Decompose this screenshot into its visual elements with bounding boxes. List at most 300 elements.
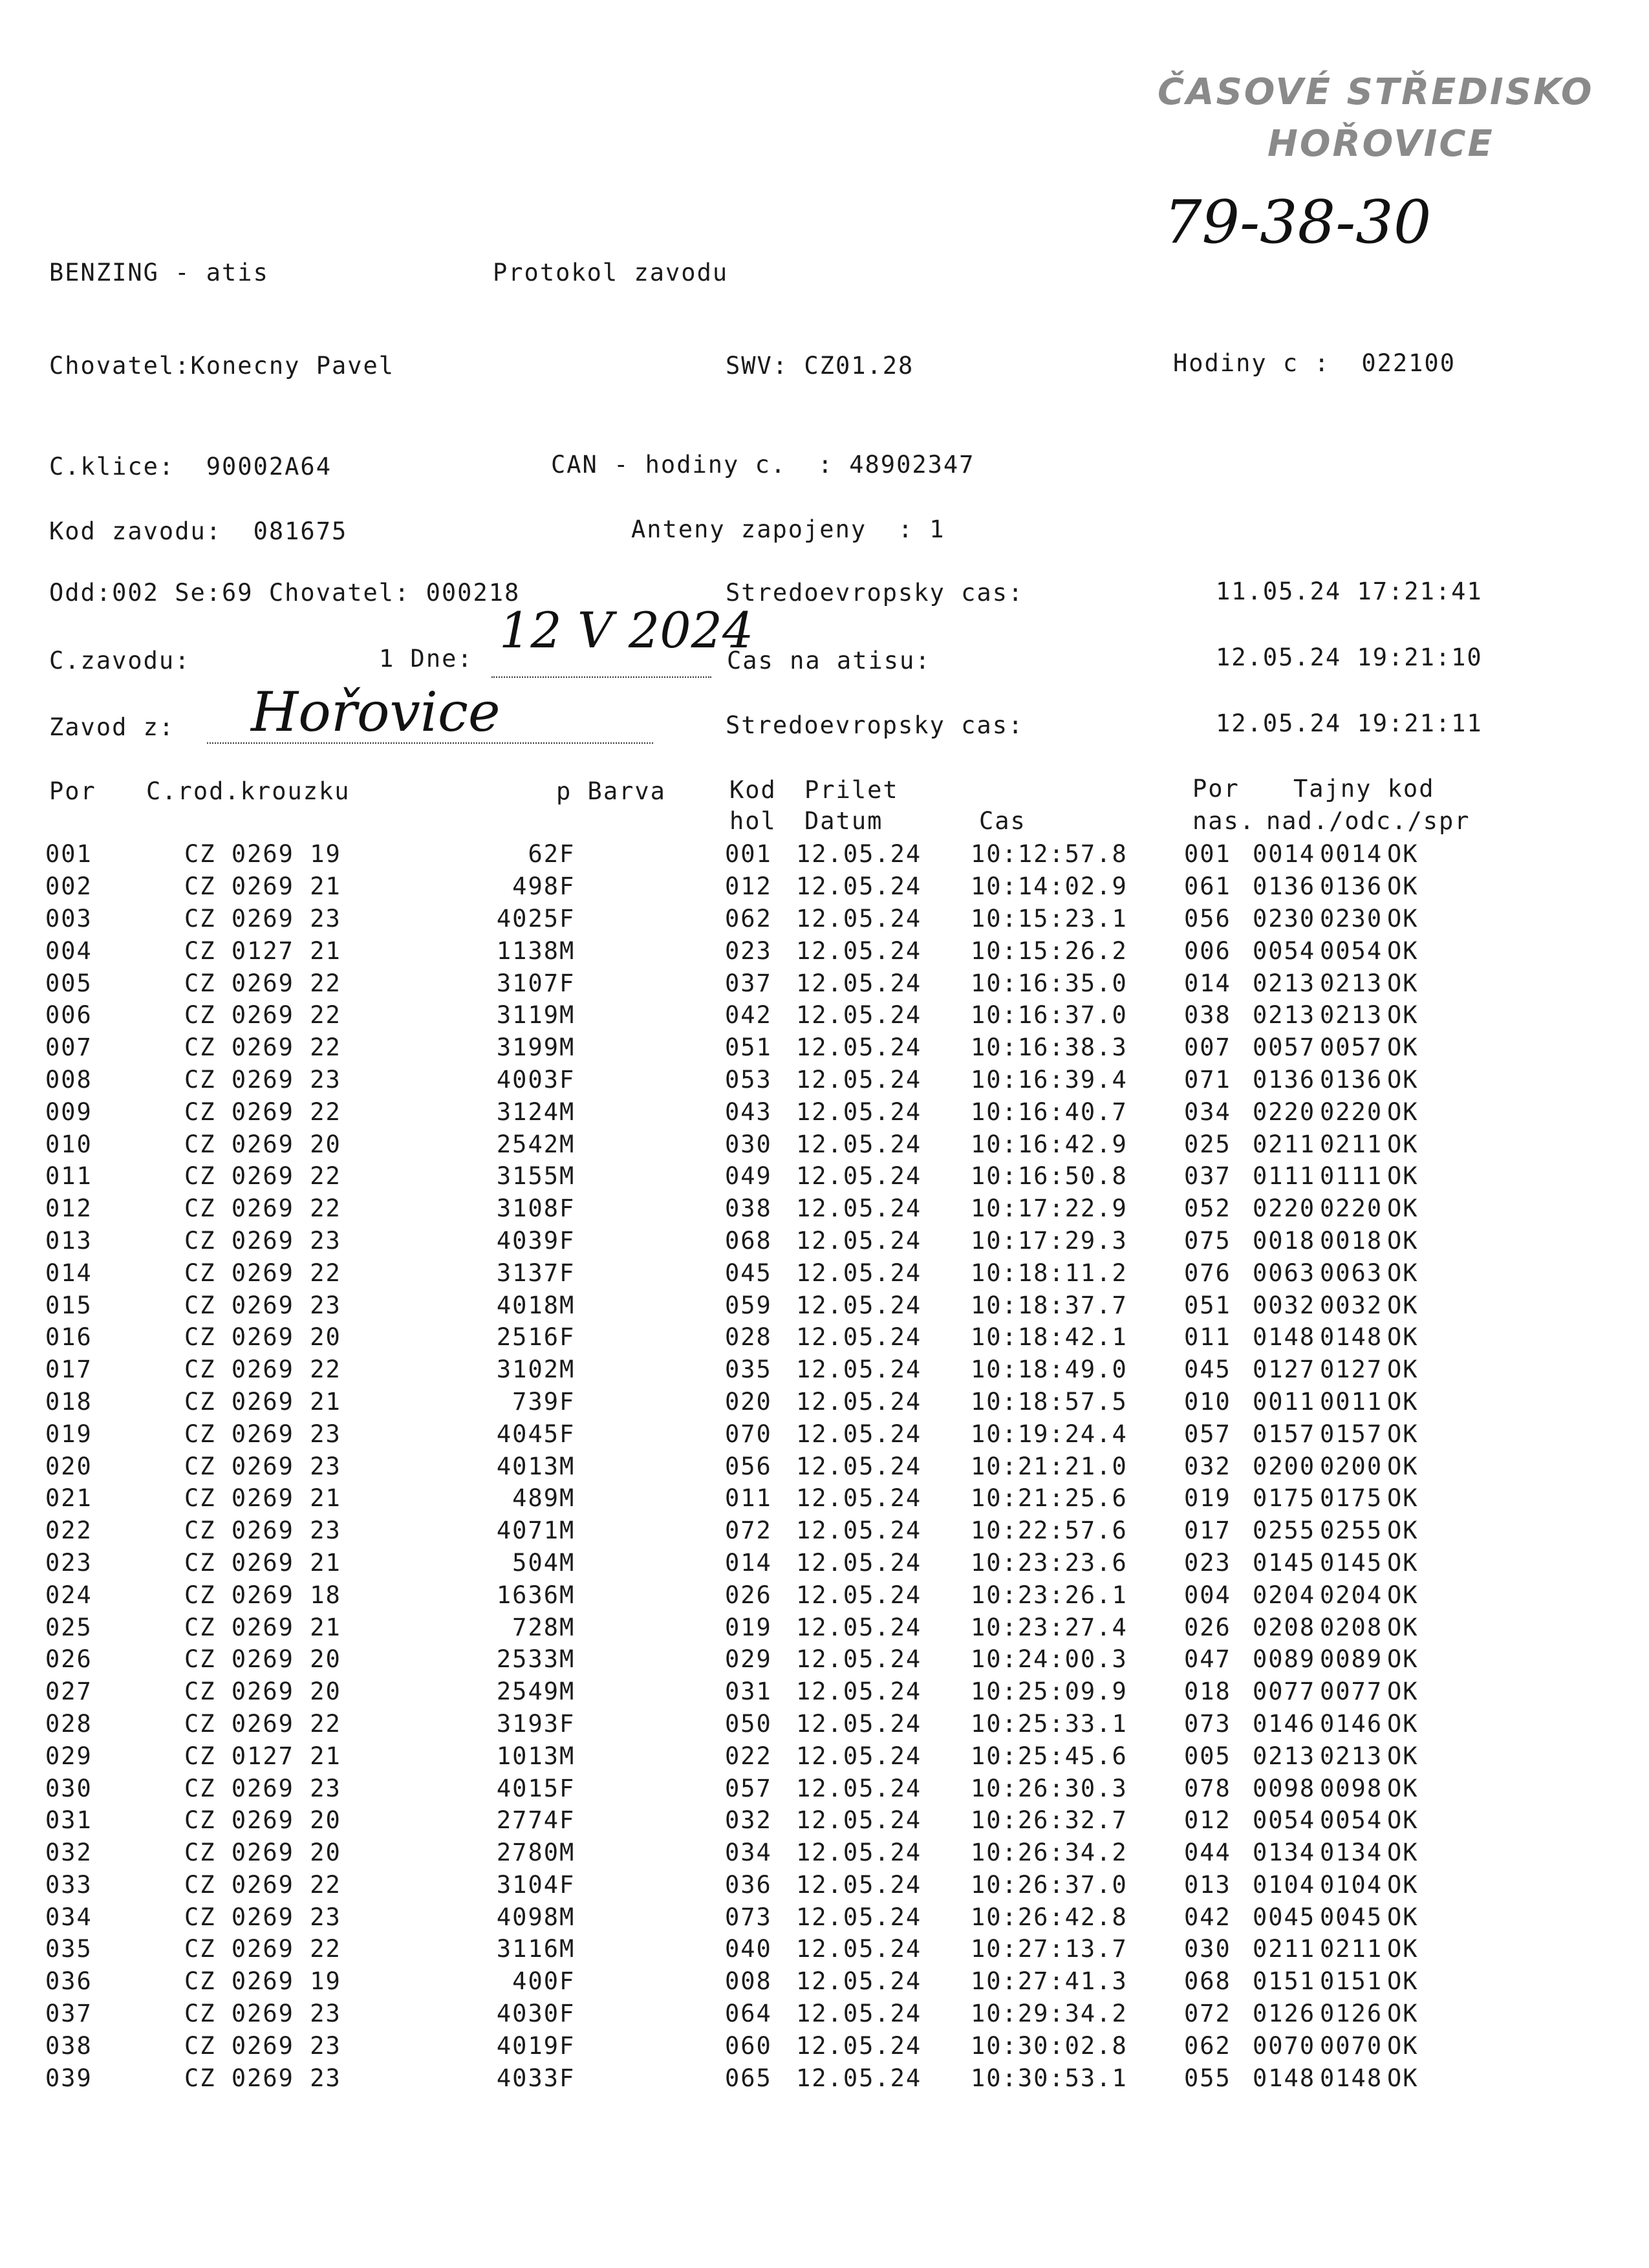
row-secret-code-1: 0077 [1253, 1678, 1316, 1706]
row-sex: M [559, 1001, 576, 1030]
row-clock-code: 045 [725, 1258, 772, 1287]
table-row [45, 1128, 1439, 1160]
row-arrival-date: 12.05.24 [796, 1967, 922, 1996]
row-arrival-date: 12.05.24 [796, 1258, 922, 1287]
row-basket-position: 018 [1184, 1678, 1231, 1706]
row-basket-position: 052 [1184, 1194, 1231, 1223]
row-secret-code-2: 0134 [1320, 1839, 1383, 1867]
row-arrival-date: 12.05.24 [796, 1355, 922, 1384]
row-sex: F [559, 2031, 576, 2060]
row-basket-position: 062 [1184, 2031, 1231, 2060]
row-arrival-time: 10:25:45.6 [971, 1742, 1128, 1770]
row-basket-position: 026 [1184, 1613, 1231, 1641]
row-sex: M [559, 1935, 576, 1963]
row-position: 016 [45, 1323, 92, 1352]
row-ring-serial: 1013 [496, 1742, 559, 1770]
row-position: 012 [45, 1194, 92, 1223]
row-position: 020 [45, 1452, 92, 1480]
row-arrival-date: 12.05.24 [796, 840, 922, 869]
row-ring-number: CZ 0269 22 [184, 1097, 341, 1126]
table-row [45, 1450, 1439, 1482]
row-clock-code: 038 [725, 1194, 772, 1223]
row-arrival-date: 12.05.24 [796, 1097, 922, 1126]
row-sex: M [559, 1678, 576, 1706]
table-row [45, 1064, 1439, 1096]
row-secret-code-1: 0211 [1253, 1130, 1316, 1158]
row-ring-number: CZ 0269 22 [184, 1258, 341, 1287]
row-secret-code-1: 0211 [1253, 1935, 1316, 1963]
row-sex: F [559, 1387, 576, 1416]
row-ring-serial: 1138 [496, 936, 559, 965]
row-status: OK [1387, 1258, 1419, 1287]
row-secret-code-2: 0148 [1320, 2064, 1383, 2092]
row-ring-serial: 489 [512, 1484, 559, 1513]
row-secret-code-2: 0126 [1320, 2000, 1383, 2028]
row-ring-serial: 4019 [496, 2031, 559, 2060]
table-row [45, 1547, 1439, 1579]
row-ring-serial: 2542 [496, 1130, 559, 1158]
row-status: OK [1387, 1903, 1419, 1931]
row-arrival-time: 10:12:57.8 [971, 840, 1128, 869]
race-code-row [49, 517, 347, 545]
row-ring-number: CZ 0269 22 [184, 1194, 341, 1223]
col-kod: Kod [729, 776, 777, 804]
row-arrival-date: 12.05.24 [796, 1001, 922, 1030]
row-sex: M [559, 1613, 576, 1641]
row-ring-serial: 4045 [496, 1420, 559, 1448]
row-status: OK [1387, 1678, 1419, 1706]
row-position: 037 [45, 2000, 92, 2028]
table-row [45, 1418, 1439, 1450]
row-secret-code-2: 0054 [1320, 936, 1383, 965]
row-basket-position: 037 [1184, 1162, 1231, 1191]
row-secret-code-1: 0208 [1253, 1613, 1316, 1641]
col-nas: nas. [1192, 807, 1256, 835]
row-position: 028 [45, 1709, 92, 1738]
breeder-label: Chovatel: [49, 352, 191, 380]
row-secret-code-2: 0204 [1320, 1581, 1383, 1609]
row-ring-serial: 4025 [496, 904, 559, 933]
row-ring-number: CZ 0269 22 [184, 969, 341, 997]
row-arrival-time: 10:15:26.2 [971, 936, 1128, 965]
row-arrival-time: 10:26:42.8 [971, 1903, 1128, 1931]
row-basket-position: 038 [1184, 1001, 1231, 1030]
table-row [45, 1837, 1439, 1869]
row-sex: M [559, 936, 576, 965]
col-por: Por [49, 777, 96, 805]
swv-value: CZ01.28 [804, 352, 914, 380]
table-row [45, 1225, 1439, 1257]
table-row [45, 1193, 1439, 1225]
table-row [45, 1289, 1439, 1321]
row-clock-code: 053 [725, 1065, 772, 1094]
row-secret-code-1: 0045 [1253, 1903, 1316, 1931]
row-secret-code-2: 0136 [1320, 872, 1383, 901]
table-row [45, 870, 1439, 903]
row-status: OK [1387, 1774, 1419, 1802]
table-row [45, 1354, 1439, 1386]
row-ring-number: CZ 0269 23 [184, 1420, 341, 1448]
row-basket-position: 032 [1184, 1452, 1231, 1480]
stamp-line-2: HOŘOVICE [1267, 123, 1494, 165]
row-secret-code-2: 0111 [1320, 1162, 1383, 1191]
row-arrival-date: 12.05.24 [796, 1903, 922, 1931]
row-arrival-time: 10:25:33.1 [971, 1709, 1128, 1738]
row-sex: F [559, 1226, 576, 1255]
clock-value: 022100 [1361, 349, 1456, 377]
row-arrival-date: 12.05.24 [796, 1839, 922, 1867]
row-ring-number: CZ 0269 21 [184, 872, 341, 901]
row-clock-code: 043 [725, 1097, 772, 1126]
row-status: OK [1387, 1452, 1419, 1480]
row-basket-position: 034 [1184, 1097, 1231, 1126]
row-position: 002 [45, 872, 92, 901]
col-nad-odc-spr: nad./odc./spr [1266, 807, 1471, 835]
row-arrival-time: 10:16:37.0 [971, 1001, 1128, 1030]
row-clock-code: 060 [725, 2031, 772, 2060]
cet-label-1: Stredoevropsky cas: [726, 579, 1024, 607]
row-ring-number: CZ 0269 22 [184, 1001, 341, 1030]
row-ring-serial: 728 [512, 1613, 559, 1641]
row-basket-position: 045 [1184, 1355, 1231, 1384]
row-ring-serial: 3137 [496, 1258, 559, 1287]
row-ring-serial: 4003 [496, 1065, 559, 1094]
handwritten-date: 12 V 2024 [499, 601, 754, 659]
row-secret-code-1: 0175 [1253, 1484, 1316, 1513]
row-ring-serial: 739 [512, 1387, 559, 1416]
row-arrival-date: 12.05.24 [796, 1323, 922, 1352]
row-status: OK [1387, 904, 1419, 933]
row-arrival-time: 10:16:38.3 [971, 1033, 1128, 1062]
row-arrival-time: 10:14:02.9 [971, 872, 1128, 901]
row-ring-serial: 3102 [496, 1355, 559, 1384]
row-secret-code-2: 0145 [1320, 1548, 1383, 1577]
row-sex: F [559, 1323, 576, 1352]
table-row [45, 903, 1439, 935]
row-secret-code-2: 0136 [1320, 1065, 1383, 1094]
row-basket-position: 047 [1184, 1645, 1231, 1674]
table-row [45, 2029, 1439, 2062]
row-sex: M [559, 1130, 576, 1158]
row-clock-code: 042 [725, 1001, 772, 1030]
row-ring-serial: 3124 [496, 1097, 559, 1126]
row-ring-number: CZ 0269 18 [184, 1581, 341, 1609]
row-ring-serial: 2549 [496, 1678, 559, 1706]
row-sex: M [559, 1517, 576, 1545]
col-sex-color: p Barva [556, 777, 666, 805]
row-ring-serial: 1636 [496, 1581, 559, 1609]
row-sex: M [559, 1452, 576, 1480]
row-secret-code-2: 0089 [1320, 1645, 1383, 1674]
row-sex: F [559, 969, 576, 997]
row-status: OK [1387, 1065, 1419, 1094]
row-arrival-time: 10:16:50.8 [971, 1162, 1128, 1191]
row-status: OK [1387, 1935, 1419, 1963]
row-ring-number: CZ 0269 20 [184, 1839, 341, 1867]
row-secret-code-2: 0054 [1320, 1806, 1383, 1835]
row-clock-code: 030 [725, 1130, 772, 1158]
row-arrival-date: 12.05.24 [796, 1678, 922, 1706]
row-arrival-time: 10:22:57.6 [971, 1517, 1128, 1545]
row-arrival-time: 10:30:02.8 [971, 2031, 1128, 2060]
row-ring-serial: 4030 [496, 2000, 559, 2028]
row-secret-code-1: 0098 [1253, 1774, 1316, 1802]
can-label: CAN - hodiny c. [551, 451, 787, 479]
row-secret-code-2: 0255 [1320, 1517, 1383, 1545]
row-clock-code: 051 [725, 1033, 772, 1062]
row-secret-code-1: 0070 [1253, 2031, 1316, 2060]
row-ring-number: CZ 0269 19 [184, 840, 341, 869]
row-status: OK [1387, 1645, 1419, 1674]
row-sex: M [559, 1484, 576, 1513]
antennas-value: : 1 [898, 515, 945, 543]
row-sex: F [559, 1806, 576, 1835]
row-secret-code-1: 0063 [1253, 1258, 1316, 1287]
row-clock-code: 019 [725, 1613, 772, 1641]
row-position: 006 [45, 1001, 92, 1030]
row-status: OK [1387, 1484, 1419, 1513]
row-ring-number: CZ 0269 22 [184, 1355, 341, 1384]
row-clock-code: 020 [725, 1387, 772, 1416]
swv-row [726, 352, 914, 380]
row-basket-position: 007 [1184, 1033, 1231, 1062]
handwritten-code: 79-38-30 [1164, 188, 1432, 257]
row-secret-code-1: 0032 [1253, 1291, 1316, 1319]
row-clock-code: 036 [725, 1870, 772, 1899]
can-row [551, 451, 975, 479]
row-ring-serial: 2774 [496, 1806, 559, 1835]
row-basket-position: 023 [1184, 1548, 1231, 1577]
row-secret-code-2: 0148 [1320, 1323, 1383, 1352]
antennas-label: Anteny zapojeny [631, 515, 867, 543]
row-ring-serial: 4039 [496, 1226, 559, 1255]
row-ring-serial: 504 [512, 1548, 559, 1577]
row-status: OK [1387, 1806, 1419, 1835]
row-basket-position: 005 [1184, 1742, 1231, 1770]
row-secret-code-1: 0230 [1253, 904, 1316, 933]
row-basket-position: 068 [1184, 1967, 1231, 1996]
col-hol: hol [729, 807, 777, 835]
row-arrival-date: 12.05.24 [796, 1226, 922, 1255]
row-secret-code-2: 0151 [1320, 1967, 1383, 1996]
row-secret-code-2: 0032 [1320, 1291, 1383, 1319]
row-status: OK [1387, 840, 1419, 869]
row-sex: M [559, 1742, 576, 1770]
row-arrival-time: 10:21:25.6 [971, 1484, 1128, 1513]
row-status: OK [1387, 1194, 1419, 1223]
row-position: 029 [45, 1742, 92, 1770]
col-prilet: Prilet [804, 776, 899, 804]
row-sex: F [559, 872, 576, 901]
row-arrival-time: 10:26:32.7 [971, 1806, 1128, 1835]
row-status: OK [1387, 1742, 1419, 1770]
row-ring-serial: 4013 [496, 1452, 559, 1480]
row-sex: F [559, 1967, 576, 1996]
row-secret-code-2: 0213 [1320, 969, 1383, 997]
row-ring-number: CZ 0269 23 [184, 1065, 341, 1094]
row-sex: F [559, 1774, 576, 1802]
row-position: 023 [45, 1548, 92, 1577]
row-ring-number: CZ 0269 20 [184, 1130, 341, 1158]
row-ring-number: CZ 0269 22 [184, 1033, 341, 1062]
row-arrival-date: 12.05.24 [796, 1291, 922, 1319]
row-ring-serial: 3108 [496, 1194, 559, 1223]
row-basket-position: 044 [1184, 1839, 1231, 1867]
row-position: 026 [45, 1645, 92, 1674]
row-ring-serial: 3155 [496, 1162, 559, 1191]
row-basket-position: 001 [1184, 840, 1231, 869]
row-secret-code-2: 0127 [1320, 1355, 1383, 1384]
row-arrival-time: 10:17:22.9 [971, 1194, 1128, 1223]
race-number-value: 1 Dne: [379, 645, 473, 673]
row-ring-serial: 3199 [496, 1033, 559, 1062]
row-basket-position: 011 [1184, 1323, 1231, 1352]
row-sex: F [559, 840, 576, 869]
row-ring-number: CZ 0269 23 [184, 2031, 341, 2060]
row-status: OK [1387, 2064, 1419, 2092]
row-basket-position: 057 [1184, 1420, 1231, 1448]
row-sex: M [559, 1548, 576, 1577]
row-secret-code-1: 0014 [1253, 840, 1316, 869]
key-row [49, 453, 332, 481]
row-position: 018 [45, 1387, 92, 1416]
row-ring-serial: 400 [512, 1967, 559, 1996]
row-secret-code-2: 0220 [1320, 1097, 1383, 1126]
row-basket-position: 071 [1184, 1065, 1231, 1094]
row-status: OK [1387, 1387, 1419, 1416]
row-clock-code: 001 [725, 840, 772, 869]
table-row [45, 1611, 1439, 1643]
cet-label-2: Stredoevropsky cas: [726, 711, 1024, 739]
row-ring-serial: 3116 [496, 1935, 559, 1963]
swv-label: SWV: [726, 352, 789, 380]
row-secret-code-1: 0200 [1253, 1452, 1316, 1480]
document-title: Protokol zavodu [493, 259, 729, 286]
row-ring-number: CZ 0269 23 [184, 2000, 341, 2028]
table-row [45, 1901, 1439, 1933]
row-clock-code: 011 [725, 1484, 772, 1513]
table-row [45, 1579, 1439, 1611]
row-status: OK [1387, 1291, 1419, 1319]
row-arrival-time: 10:18:11.2 [971, 1258, 1128, 1287]
col-por-2: Por [1192, 775, 1240, 803]
table-row [45, 934, 1439, 967]
clock-label: Hodiny c : [1173, 349, 1330, 377]
row-arrival-time: 10:21:21.0 [971, 1452, 1128, 1480]
row-ring-number: CZ 0269 23 [184, 1774, 341, 1802]
row-secret-code-2: 0063 [1320, 1258, 1383, 1287]
row-clock-code: 035 [725, 1355, 772, 1384]
row-ring-serial: 62 [528, 840, 559, 869]
row-secret-code-1: 0148 [1253, 2064, 1316, 2092]
row-basket-position: 014 [1184, 969, 1231, 997]
row-arrival-time: 10:30:53.1 [971, 2064, 1128, 2092]
row-ring-serial: 2780 [496, 1839, 559, 1867]
row-status: OK [1387, 1709, 1419, 1738]
row-status: OK [1387, 1001, 1419, 1030]
row-ring-number: CZ 0269 20 [184, 1678, 341, 1706]
row-secret-code-2: 0211 [1320, 1935, 1383, 1963]
row-ring-number: CZ 0269 22 [184, 1162, 341, 1191]
breeder-name: Konecny Pavel [190, 352, 395, 380]
row-clock-code: 065 [725, 2064, 772, 2092]
row-basket-position: 025 [1184, 1130, 1231, 1158]
row-secret-code-1: 0136 [1253, 872, 1316, 901]
row-clock-code: 064 [725, 2000, 772, 2028]
row-secret-code-1: 0220 [1253, 1097, 1316, 1126]
row-secret-code-2: 0077 [1320, 1678, 1383, 1706]
row-status: OK [1387, 936, 1419, 965]
table-row [45, 1321, 1439, 1354]
row-secret-code-1: 0151 [1253, 1967, 1316, 1996]
table-row [45, 967, 1439, 999]
row-arrival-date: 12.05.24 [796, 936, 922, 965]
table-row [45, 1869, 1439, 1901]
row-secret-code-1: 0157 [1253, 1420, 1316, 1448]
row-secret-code-1: 0127 [1253, 1355, 1316, 1384]
row-ring-number: CZ 0269 21 [184, 1613, 341, 1641]
row-basket-position: 056 [1184, 904, 1231, 933]
race-number-label: C.zavodu: [49, 647, 191, 675]
row-arrival-date: 12.05.24 [796, 1420, 922, 1448]
row-arrival-date: 12.05.24 [796, 1065, 922, 1094]
row-arrival-time: 10:24:00.3 [971, 1645, 1128, 1674]
row-clock-code: 031 [725, 1678, 772, 1706]
program-name: BENZING - atis [49, 259, 269, 286]
row-secret-code-1: 0054 [1253, 1806, 1316, 1835]
row-position: 024 [45, 1581, 92, 1609]
row-secret-code-2: 0018 [1320, 1226, 1383, 1255]
row-secret-code-1: 0111 [1253, 1162, 1316, 1191]
row-secret-code-1: 0213 [1253, 969, 1316, 997]
row-status: OK [1387, 1613, 1419, 1641]
row-ring-serial: 4015 [496, 1774, 559, 1802]
row-clock-code: 032 [725, 1806, 772, 1835]
row-arrival-time: 10:19:24.4 [971, 1420, 1128, 1448]
row-ring-serial: 2516 [496, 1323, 559, 1352]
row-clock-code: 029 [725, 1645, 772, 1674]
table-row [45, 1933, 1439, 1965]
row-arrival-date: 12.05.24 [796, 1774, 922, 1802]
table-row [45, 1965, 1439, 1998]
row-secret-code-1: 0220 [1253, 1194, 1316, 1223]
row-arrival-date: 12.05.24 [796, 1517, 922, 1545]
row-position: 010 [45, 1130, 92, 1158]
cet-value-2: 12.05.24 19:21:11 [1216, 709, 1483, 737]
row-clock-code: 068 [725, 1226, 772, 1255]
row-arrival-time: 10:16:39.4 [971, 1065, 1128, 1094]
row-arrival-time: 10:17:29.3 [971, 1226, 1128, 1255]
breeder-row [49, 352, 394, 380]
table-row [45, 1708, 1439, 1740]
row-sex: M [559, 1645, 576, 1674]
row-basket-position: 073 [1184, 1709, 1231, 1738]
results-table [45, 838, 1439, 2094]
row-sex: F [559, 1420, 576, 1448]
row-clock-code: 049 [725, 1162, 772, 1191]
row-position: 013 [45, 1226, 92, 1255]
row-secret-code-2: 0200 [1320, 1452, 1383, 1480]
row-basket-position: 072 [1184, 2000, 1231, 2028]
row-arrival-time: 10:23:23.6 [971, 1548, 1128, 1577]
row-arrival-time: 10:29:34.2 [971, 2000, 1128, 2028]
row-clock-code: 028 [725, 1323, 772, 1352]
row-secret-code-1: 0126 [1253, 2000, 1316, 2028]
handwritten-place: Hořovice [251, 680, 501, 744]
row-position: 005 [45, 969, 92, 997]
row-arrival-time: 10:18:42.1 [971, 1323, 1128, 1352]
row-clock-code: 037 [725, 969, 772, 997]
